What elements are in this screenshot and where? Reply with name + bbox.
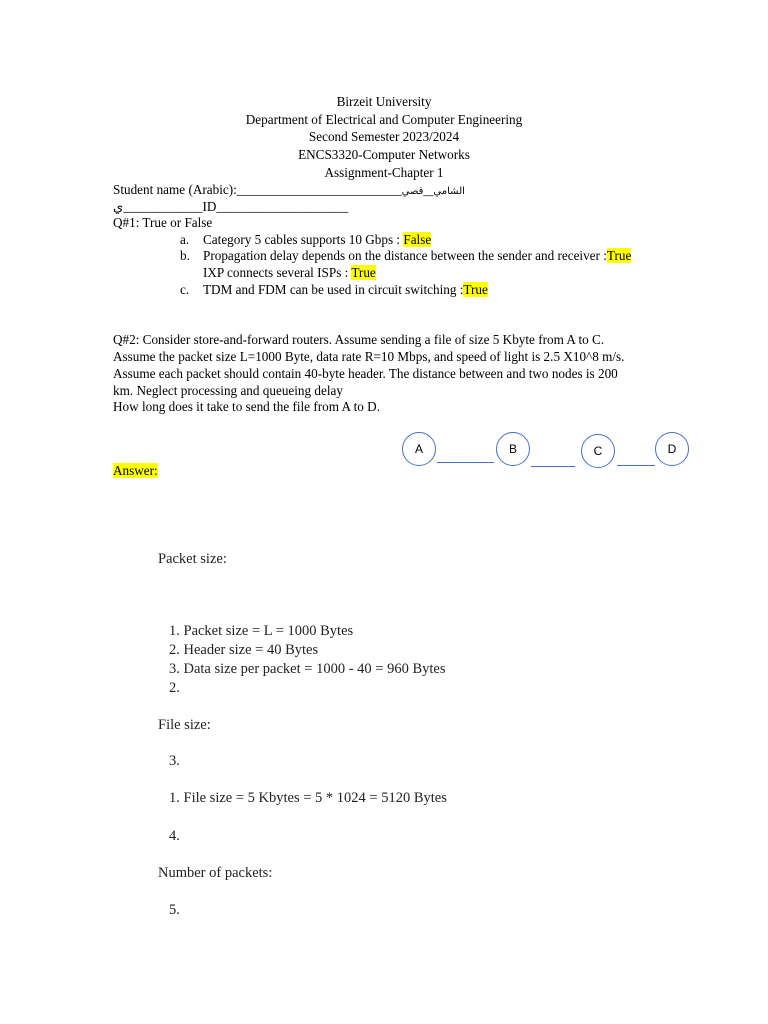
node-c: C [581, 434, 615, 468]
q1-item-answer: True [463, 282, 488, 297]
university-title: Birzeit University [336, 94, 432, 109]
node-a: A [402, 432, 436, 466]
q2-line: Q#2: Consider store-and-forward routers. Assume sending a file of size 5 Kbyte from A to C. [113, 332, 605, 347]
q1-item-label: c. [180, 282, 190, 297]
student-id-line: ي____________ID____________________ [113, 199, 349, 214]
q1-item-text: IXP connects several ISPs : [203, 265, 352, 280]
q1-item-text: TDM and FDM can be used in circuit switching : [203, 282, 464, 297]
semester-title: Second Semester 2023/2024 [308, 129, 460, 144]
q1-item-label: a. [180, 232, 190, 247]
course-title: ENCS3320-Computer Networks [298, 147, 470, 162]
student-name-label: Student name (Arabic):_________________________ [113, 182, 402, 197]
answer-list-item: 2. [169, 680, 180, 696]
q1-item-answer: False [403, 232, 432, 247]
department-title: Department of Electrical and Computer Engineering [245, 112, 523, 127]
q2-line: Assume each packet should contain 40-byte header. The distance between and two nodes is 200 [113, 366, 618, 381]
q1-item-text: Category 5 cables supports 10 Gbps : [203, 232, 404, 247]
num-packets-heading: Number of packets: [158, 865, 273, 881]
node-d: D [655, 432, 689, 466]
student-name-value: الشامي__قصي [401, 186, 465, 197]
q1-title: Q#1: True or False [113, 215, 213, 230]
link-b-c [531, 466, 575, 467]
link-a-b [437, 462, 494, 463]
node-b: B [496, 432, 530, 466]
q1-item-text: Propagation delay depends on the distance between the sender and receiver : [203, 248, 607, 263]
answer-list-item: 3. [169, 753, 180, 769]
answer-list-item: 1. File size = 5 Kbytes = 5 * 1024 = 5120 Bytes [169, 790, 447, 806]
q1-item-answer: True [351, 265, 376, 280]
q2-line: Assume the packet size L=1000 Byte, data rate R=10 Mbps, and speed of light is 2.5 X10^8 m/s. [113, 349, 625, 364]
answer-list-item: 2. Header size = 40 Bytes [169, 642, 319, 658]
assignment-title: Assignment-Chapter 1 [324, 165, 444, 180]
answer-list-item: 3. Data size per packet = 1000 - 40 = 960 Bytes [169, 661, 446, 677]
answer-list-item: 1. Packet size = L = 1000 Bytes [169, 623, 354, 639]
q1-item-answer: True [606, 248, 632, 263]
q1-item-label: b. [180, 248, 190, 263]
link-c-d [617, 465, 655, 466]
q2-line: How long does it take to send the file from A to D. [113, 399, 381, 414]
answer-list-item: 4. [169, 828, 180, 844]
answer-label: Answer: [113, 463, 158, 478]
answer-list-item: 5. [169, 902, 180, 918]
q2-line: km. Neglect processing and queueing delay [113, 383, 343, 398]
file-size-heading: File size: [158, 717, 211, 733]
packet-size-heading: Packet size: [158, 551, 227, 567]
